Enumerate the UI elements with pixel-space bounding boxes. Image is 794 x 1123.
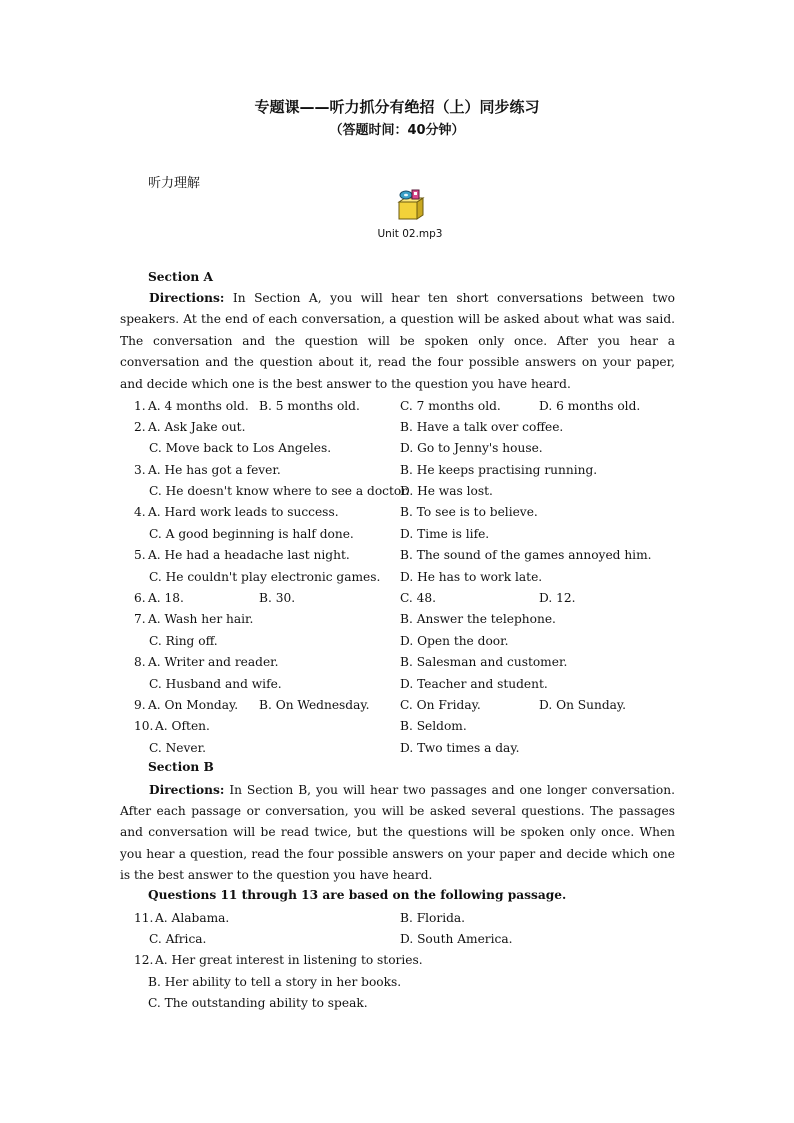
question-number: 2. [134,419,146,434]
question-row [120,631,675,652]
option-d: D. 6 months old. [539,398,641,413]
question-row [120,502,675,523]
option-b: B. 30. [259,591,296,606]
question-row [120,652,675,673]
option-a: A. Ask Jake out. [148,419,246,434]
option-c: C. He couldn't play electronic games. [149,569,381,584]
directions-text: In Section B, you will hear two passages and one longer conversation. After each passage or conversation, you will be asked several questions. The passages and conversation will be read twice, but the questions will be spoken only once. When you hear a question, read the four possible answers on your paper and decide which one is the best answer to the question you have heard. [120,782,675,883]
question-number: 5. [134,548,146,563]
option-d: D. Open the door. [400,633,509,648]
question-row [120,929,675,950]
question-row [120,567,675,588]
question-row [120,588,675,609]
question-row [120,460,675,481]
option-a: A. Hard work leads to success. [148,505,339,520]
question-row [120,695,675,716]
section-a-title: Section A [148,270,213,284]
option-b: B. 5 months old. [259,398,360,413]
question-row [120,950,675,971]
option-c: C. Husband and wife. [149,676,282,691]
section-a-directions [120,288,675,395]
option-a: A. Wash her hair. [148,612,254,627]
option-c: C. Move back to Los Angeles. [149,441,332,456]
section-heading: 听力理解 [148,176,201,191]
option-c: C. A good beginning is half done. [149,526,354,541]
question-number: 6. [134,591,146,606]
option-a: A. Writer and reader. [148,655,279,670]
question-row [120,481,675,502]
question-row [120,396,675,417]
option-b: B. Have a talk over coffee. [400,419,564,434]
option-c: C. 7 months old. [400,398,501,413]
option-c: C. Africa. [149,931,207,946]
question-row [120,417,675,438]
question-row [120,716,675,737]
question-number: 4. [134,505,146,520]
question-number: 9. [134,697,146,712]
option-a: A. Her great interest in listening to stories. [155,953,423,968]
question-row [120,524,675,545]
option-a: A. On Monday. [148,697,239,712]
question-number: 1. [134,398,146,413]
option-d: D. On Sunday. [539,697,627,712]
option-c: C. The outstanding ability to speak. [148,996,368,1011]
audio-file-package-icon [393,188,427,222]
option-b: B. On Wednesday. [259,697,370,712]
option-b: B. To see is to believe. [400,505,538,520]
directions-label: Directions: [149,782,225,797]
option-d: D. South America. [400,931,513,946]
section-a-questions [120,396,675,760]
page-title: 专题课——听力抓分有绝招（上）同步练习 [254,98,540,116]
audio-attachment[interactable] [370,188,450,240]
question-number: 7. [134,612,146,627]
option-c: C. Ring off. [149,633,218,648]
question-number: 10. [134,719,154,734]
option-d: D. Time is life. [400,526,490,541]
option-b: B. Answer the telephone. [400,612,556,627]
option-b: B. Seldom. [400,719,467,734]
option-a: A. He has got a fever. [148,462,281,477]
option-a: A. He had a headache last night. [148,548,350,563]
attachment-label: Unit 02.mp3 [377,228,443,240]
option-c: C. Never. [149,740,206,755]
option-d: D. He was lost. [400,484,493,499]
question-row [120,972,675,993]
option-d: D. 12. [539,591,576,606]
question-row [120,908,675,929]
option-b: B. The sound of the games annoyed him. [400,548,652,563]
directions-text: In Section A, you will hear ten short conversations between two speakers. At the end of each conversation, a question will be asked about what was said. The conversation and the question will be spoken only once. After you hear a conversation and the question about it, read the four possible answers on your paper, and decide which one is the best answer to the question you have heard. [120,291,676,391]
option-a: A. 4 months old. [148,398,249,413]
question-number: 8. [134,655,146,670]
option-c: C. On Friday. [400,697,481,712]
option-d: D. He has to work late. [400,569,543,584]
option-d: D. Two times a day. [400,740,520,755]
section-b-questions [120,908,675,1015]
option-d: D. Teacher and student. [400,676,548,691]
section-b-directions [120,780,675,887]
question-row [120,674,675,695]
question-row [120,738,675,759]
option-a: A. 18. [148,591,184,606]
question-number: 12. [134,953,154,968]
page-subtitle: （答题时间：40分钟） [329,123,465,138]
option-c: C. He doesn't know where to see a doctor. [149,484,410,499]
question-row [120,545,675,566]
section-b-title: Section B [148,760,214,774]
option-a: A. Often. [155,719,210,734]
question-row [120,438,675,459]
option-b: B. He keeps practising running. [400,462,598,477]
option-d: D. Go to Jenny's house. [400,441,543,456]
question-number: 11. [134,910,154,925]
directions-label: Directions: [149,291,225,305]
option-b: B. Salesman and customer. [400,655,568,670]
option-b: B. Florida. [400,910,466,925]
question-row [120,993,675,1014]
option-b: B. Her ability to tell a story in her books. [148,974,402,989]
option-c: C. 48. [400,591,437,606]
question-group-heading: Questions 11 through 13 are based on the following passage. [148,888,567,902]
option-a: A. Alabama. [155,910,230,925]
question-number: 3. [134,462,146,477]
question-row [120,609,675,630]
